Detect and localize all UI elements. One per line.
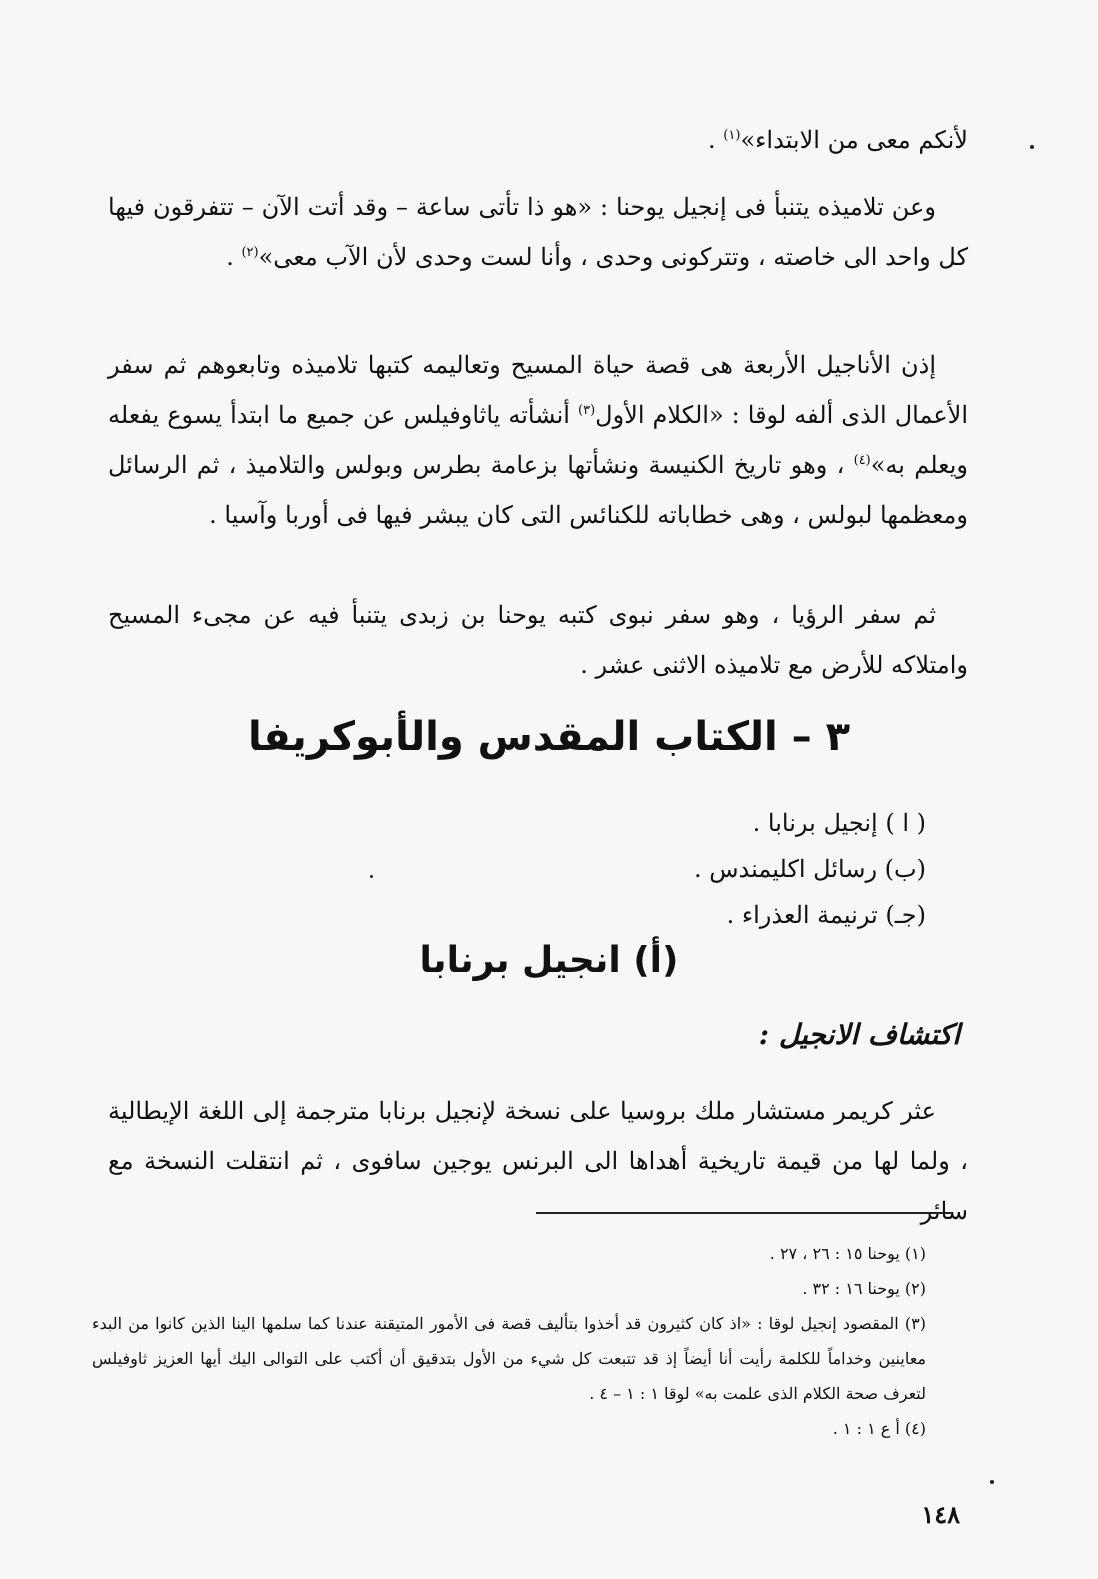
paragraph-1-end: .	[708, 126, 724, 154]
page-number: ١٤٨	[921, 1500, 960, 1529]
paragraph-3-text-b: أنشأته ياثاوفيلس عن جميع ما ابتدأ يسوع يفعله ويعلم به»	[108, 401, 968, 479]
list-item: (ب) رسائل اكليمندس .	[694, 855, 926, 883]
paragraph-3	[108, 340, 968, 540]
footnote-ref-2: (٢)	[241, 245, 259, 260]
paragraph-2	[108, 182, 968, 282]
paragraph-4	[108, 590, 968, 690]
section-heading: اكتشاف الانجيل :	[758, 1018, 960, 1051]
contents-list	[694, 800, 926, 938]
footnote-ref-4: (٤)	[853, 453, 871, 468]
scan-speck	[1030, 145, 1034, 149]
paragraph-1	[108, 115, 968, 165]
paragraph-3-text-a: إذن الأناجيل الأربعة هى قصة حياة المسيح وتعاليمه كتبها تلاميذه وتابعوهم ثم سفر الأعمال الذى ألفه لوقا : «الكلام الأول	[108, 351, 968, 429]
paragraph-2-text: وعن تلاميذه يتنبأ فى إنجيل يوحنا : «هو ذا تأتى ساعة – وقد أتت الآن – تتفرقون فيها كل واحد الى خاصته ، وتتركونى وحدى ، وأنا لست وحدى لأن الآب معى»	[108, 193, 968, 271]
footnote-1: (١) يوحنا ١٥ : ٢٦ ، ٢٧ .	[769, 1244, 926, 1263]
footnote-ref-1: (١)	[723, 128, 741, 143]
paragraph-3-text-c: ، وهو تاريخ الكنيسة ونشأتها بزعامة بطرس وبولس والتلاميذ ، ثم الرسائل ومعظمها لبولس ، وهى خطاباته للكنائس التى كان يبشر فيها فى أوربا وآسيا .	[108, 451, 968, 529]
list-item: ( ا ) إنجيل برنابا .	[752, 809, 926, 837]
footnote-3: (٣) المقصود إنجيل لوقا : «اذ كان كثيرون قد أخذوا بتأليف قصة فى الأمور المتيقنة عندنا كما سلمها الينا الذين كانوا من البدء معاينين وخداماً للكلمة رأيت أنا أيضاً إذ قد تتبعت كل شيء من الأول بتدقيق أن أكتب على التوالى اليك أيها العزيز ثاوفيلس لتعرف صحة الكلام الذى علمت به» لوقا ١ : ١ – ٤ .	[92, 1314, 927, 1403]
footnotes	[92, 1236, 926, 1446]
footnote-ref-3: (٣)	[578, 403, 596, 418]
main-heading: ٣ – الكتاب المقدس والأبوكريفا	[248, 714, 850, 760]
sub-heading: (أ) انجيل برنابا	[419, 940, 679, 981]
footnote-2: (٢) يوحنا ١٦ : ٣٢ .	[802, 1279, 926, 1298]
scan-speck	[990, 1480, 994, 1484]
paragraph-last: عثر كريمر مستشار ملك بروسيا على نسخة لإنجيل برنابا مترجمة إلى اللغة الإيطالية ، ولما لها من قيمة تاريخية أهداها الى البرنس يوجين سافوى ، ثم انتقلت النسخة مع سائر	[108, 1097, 968, 1225]
paragraph-4-text: ثم سفر الرؤيا ، وهو سفر نبوى كتبه يوحنا بن زبدى يتنبأ فيه عن مجىء المسيح وامتلاكه للأرض مع تلاميذه الاثنى عشر .	[108, 601, 968, 679]
footnote-divider	[536, 1212, 951, 1214]
paragraph-1-text: لأنكم معى من الابتداء»	[740, 126, 968, 154]
paragraph-2-end: .	[226, 243, 242, 271]
scan-speck	[370, 875, 373, 878]
list-item: (جـ) ترنيمة العذراء .	[726, 901, 926, 929]
footnote-4: (٤) أ ع ١ : ١ .	[832, 1419, 926, 1438]
